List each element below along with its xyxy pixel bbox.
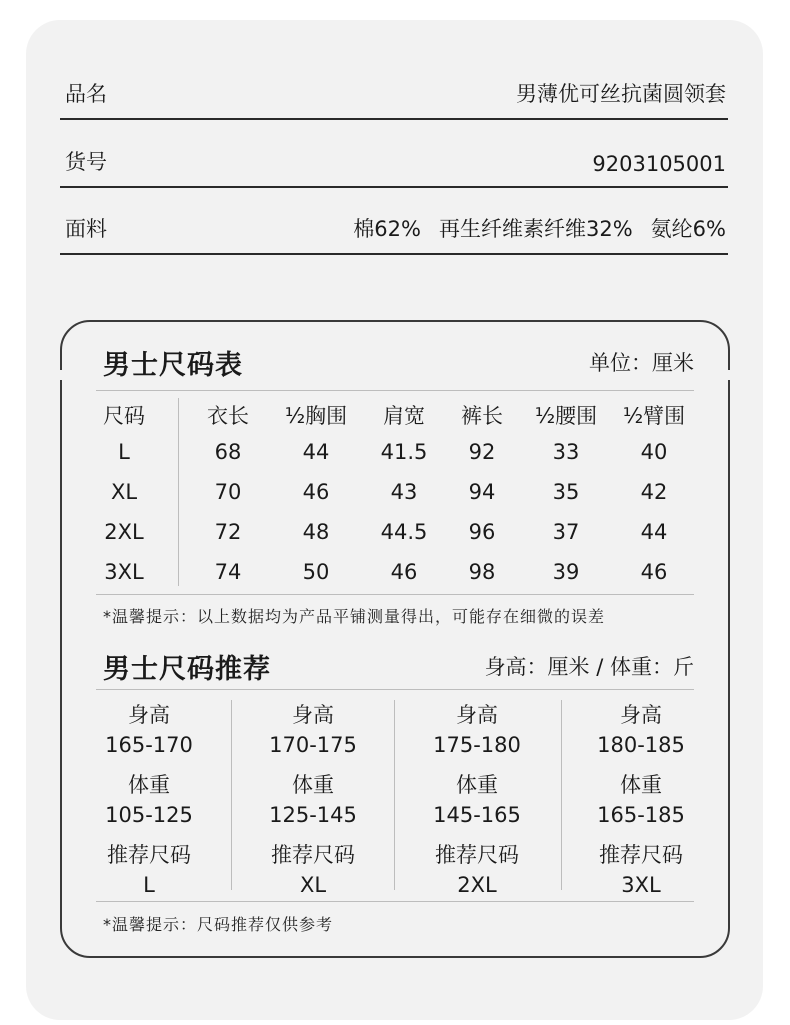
weight-label: 体重 — [620, 773, 662, 797]
sku-label: 货号 — [65, 150, 107, 174]
recommend-column — [566, 700, 716, 900]
size-value: L — [143, 873, 155, 897]
weight-label: 体重 — [456, 773, 498, 797]
recommend-column — [402, 700, 552, 900]
table-header: ½腰围 — [534, 404, 598, 428]
sku-value: 9203105001 — [592, 152, 726, 176]
weight-label: 体重 — [292, 773, 334, 797]
table-cell: 2XL — [104, 520, 144, 544]
table-cell: 46 — [302, 480, 330, 504]
weight-label: 体重 — [128, 773, 170, 797]
divider — [96, 390, 694, 391]
size-table-title: 男士尺码表 — [103, 350, 243, 381]
divider — [96, 594, 694, 595]
table-cell: 50 — [302, 560, 330, 584]
size-label: 推荐尺码 — [435, 843, 519, 867]
table-cell: 44 — [640, 520, 668, 544]
divider — [394, 700, 395, 890]
table-header: 肩宽 — [383, 404, 425, 428]
table-header: 裤长 — [461, 404, 503, 428]
fabric-value — [335, 213, 726, 243]
size-table-unit: 单位：厘米 — [589, 351, 694, 375]
table-header: ½臂围 — [622, 404, 686, 428]
recommend-title: 男士尺码推荐 — [103, 654, 271, 685]
table-cell: L — [118, 440, 130, 464]
size-label: 推荐尺码 — [107, 843, 191, 867]
divider — [96, 901, 694, 902]
height-value: 175-180 — [433, 733, 521, 757]
height-value: 165-170 — [105, 733, 193, 757]
height-label: 身高 — [620, 703, 662, 727]
table-cell: 37 — [552, 520, 580, 544]
weight-value: 165-185 — [597, 803, 685, 827]
table-cell: 70 — [214, 480, 242, 504]
size-value: XL — [299, 873, 327, 897]
height-value: 170-175 — [269, 733, 357, 757]
table-cell: 96 — [468, 520, 496, 544]
recommend-unit: 身高：厘米 / 体重：斤 — [484, 655, 694, 679]
product-name-row — [60, 78, 728, 120]
table-header: 尺码 — [103, 404, 145, 428]
size-label: 推荐尺码 — [271, 843, 355, 867]
table-cell: 33 — [552, 440, 580, 464]
weight-value: 105-125 — [105, 803, 193, 827]
product-name-label: 品名 — [65, 82, 107, 106]
divider — [178, 398, 179, 586]
table-cell: 39 — [552, 560, 580, 584]
table-cell: 94 — [468, 480, 496, 504]
weight-value: 125-145 — [269, 803, 357, 827]
table-cell: 74 — [214, 560, 242, 584]
table-cell: 46 — [640, 560, 668, 584]
fabric-part: 棉62% — [353, 217, 421, 241]
fabric-label: 面料 — [65, 217, 107, 241]
table-cell: 72 — [214, 520, 242, 544]
recommend-note: *温馨提示：尺码推荐仅供参考 — [103, 915, 334, 934]
height-label: 身高 — [456, 703, 498, 727]
table-cell: 35 — [552, 480, 580, 504]
table-cell: 98 — [468, 560, 496, 584]
sku-row — [60, 146, 728, 188]
table-header: ½胸围 — [284, 404, 348, 428]
fabric-row — [60, 213, 728, 255]
divider — [96, 689, 694, 690]
size-value: 2XL — [457, 873, 497, 897]
divider — [231, 700, 232, 890]
table-cell: XL — [110, 480, 138, 504]
table-cell: 41.5 — [380, 440, 428, 464]
table-cell: 46 — [390, 560, 418, 584]
table-cell: 68 — [214, 440, 242, 464]
height-label: 身高 — [292, 703, 334, 727]
table-cell: 3XL — [104, 560, 144, 584]
size-value: 3XL — [621, 873, 661, 897]
recommend-column — [74, 700, 224, 900]
table-cell: 40 — [640, 440, 668, 464]
table-cell: 42 — [640, 480, 668, 504]
size-label: 推荐尺码 — [599, 843, 683, 867]
table-cell: 44.5 — [380, 520, 428, 544]
table-header: 衣长 — [207, 404, 249, 428]
height-label: 身高 — [128, 703, 170, 727]
recommend-column — [238, 700, 388, 900]
weight-value: 145-165 — [433, 803, 521, 827]
height-value: 180-185 — [597, 733, 685, 757]
fabric-part: 氨纶6% — [650, 217, 726, 241]
table-cell: 44 — [302, 440, 330, 464]
fabric-part: 再生纤维素纤维32% — [438, 217, 633, 241]
table-cell: 43 — [390, 480, 418, 504]
product-name-value: 男薄优可丝抗菌圆领套 — [516, 82, 726, 106]
divider — [561, 700, 562, 890]
size-table-note: *温馨提示：以上数据均为产品平铺测量得出，可能存在细微的误差 — [103, 607, 606, 626]
table-cell: 48 — [302, 520, 330, 544]
table-cell: 92 — [468, 440, 496, 464]
